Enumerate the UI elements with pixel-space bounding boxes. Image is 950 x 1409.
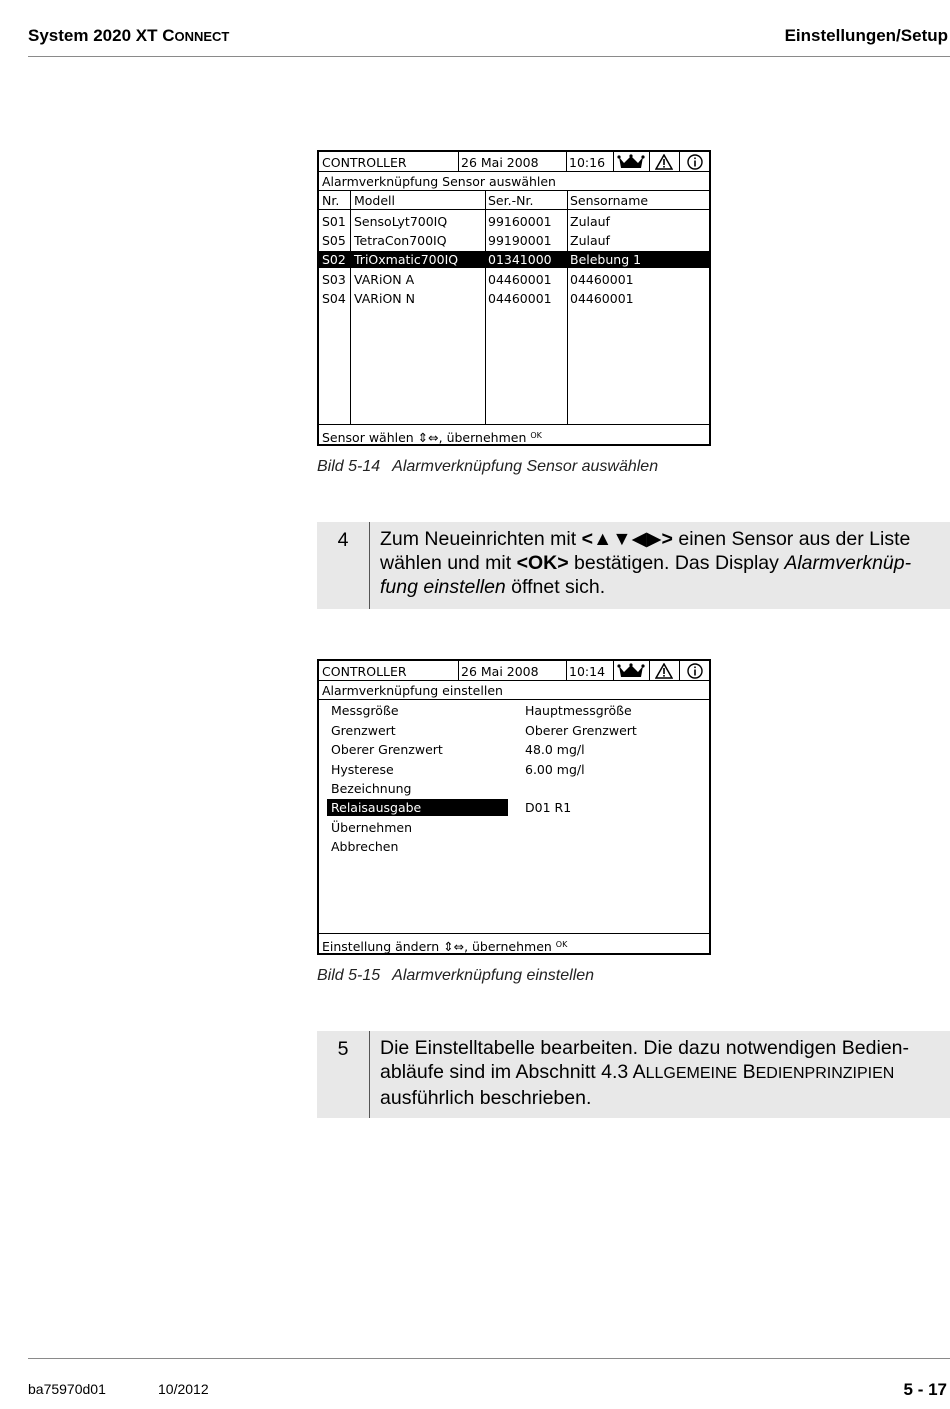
info-icon [680, 152, 709, 171]
instruction-step-5 [317, 1031, 950, 1118]
apply-menu-item[interactable]: Übernehmen [331, 820, 413, 835]
running-header-section: Einstellungen/Setup [784, 26, 948, 45]
table-row-modell[interactable]: VARiON A [354, 272, 415, 287]
running-header-product: System 2020 XT CONNECT [28, 26, 230, 45]
table-row-sensorname-selected[interactable]: Belebung 1 [570, 252, 642, 267]
info-icon [680, 661, 709, 680]
setting-value: D01 R1 [525, 800, 572, 815]
table-row-nr-selected[interactable]: S02 [322, 252, 346, 267]
status-mode: CONTROLLER [322, 664, 407, 679]
step-text: Zum Neueinrichten mit <▲▼◀▶> einen Sensor aus der Liste wählen und mit <OK> bestätigen. Das Display Alarmverknüp-fung einstellen öffnet sich. [380, 528, 912, 598]
setting-label[interactable]: Bezeichnung [331, 781, 412, 796]
setting-value: 6.00 mg/l [525, 762, 585, 777]
document-date: 10/2012 [158, 1381, 209, 1397]
footer-divider [28, 1358, 950, 1359]
step-text: Die Einstelltabelle bearbeiten. Die dazu notwendigen Bedien-abläufe sind im Abschnitt 4.3 ALLGEMEINE BEDIENPRINZIPIEN ausführlich beschrieben. [380, 1037, 910, 1109]
column-header-modell: Modell [354, 193, 396, 208]
table-row-nr[interactable]: S05 [322, 233, 346, 248]
figure-caption-5-15: Bild 5-15 Alarmverknüpfung einstellen [317, 967, 595, 984]
table-row-serial[interactable]: 99190001 [488, 233, 552, 248]
footer-hint: Einstellung ändern ⇕⇔, übernehmen $^{OK}$ [322, 939, 568, 954]
table-row-modell[interactable]: VARiON N [354, 291, 415, 306]
screen-title: Alarmverknüpfung einstellen [322, 683, 503, 698]
setting-label[interactable]: Messgröße [331, 703, 399, 718]
table-row-modell-selected[interactable]: TriOxmatic700IQ [354, 252, 459, 267]
table-row-nr[interactable]: S01 [322, 214, 346, 229]
crown-icon [615, 661, 647, 680]
status-time: 10:14 [569, 664, 606, 679]
setting-value: Hauptmessgröße [525, 703, 632, 718]
warning-icon [650, 152, 678, 171]
table-row-modell[interactable]: SensoLyt700IQ [354, 214, 448, 229]
table-row-serial[interactable]: 04460001 [488, 291, 552, 306]
ok-key-icon: OK [530, 431, 542, 440]
screen-title: Alarmverknüpfung Sensor auswählen [322, 174, 556, 189]
table-row-sensorname[interactable]: Zulauf [570, 214, 610, 229]
setting-label[interactable]: Grenzwert [331, 723, 396, 738]
status-time: 10:16 [569, 155, 606, 170]
setting-label[interactable]: Hysterese [331, 762, 394, 777]
crown-icon [615, 152, 647, 171]
table-row-nr[interactable]: S04 [322, 291, 346, 306]
step-number: 5 [337, 1038, 349, 1060]
figure-caption-5-14: Bild 5-14 Alarmverknüpfung Sensor auswählen [317, 458, 659, 475]
document-id: ba75970d01 [28, 1381, 106, 1397]
footer-hint: Sensor wählen ⇕⇔, übernehmen $^{OK}$ [322, 430, 542, 445]
table-row-serial-selected[interactable]: 01341000 [488, 252, 552, 267]
table-row-sensorname[interactable]: 04460001 [570, 272, 634, 287]
setting-value: Oberer Grenzwert [525, 723, 637, 738]
column-header-serial: Ser.-Nr. [488, 193, 534, 208]
setting-label[interactable]: Oberer Grenzwert [331, 742, 443, 757]
table-row-sensorname[interactable]: Zulauf [570, 233, 610, 248]
table-row-modell[interactable]: TetraCon700IQ [354, 233, 447, 248]
ok-key-icon: OK [555, 940, 568, 949]
status-mode: CONTROLLER [322, 155, 407, 170]
lcd-screen-sensor-select [317, 150, 711, 446]
column-header-nr: Nr. [322, 193, 340, 208]
lcd-screen-alarm-settings [317, 659, 711, 955]
instruction-step-4 [317, 522, 950, 609]
status-date: 26 Mai 2008 [461, 664, 539, 679]
warning-icon [650, 661, 678, 680]
step-number: 4 [337, 529, 349, 551]
table-row-nr[interactable]: S03 [322, 272, 346, 287]
header-divider [28, 56, 950, 57]
table-row-serial[interactable]: 99160001 [488, 214, 552, 229]
setting-value: 48.0 mg/l [525, 742, 585, 757]
setting-label-selected[interactable]: Relaisausgabe [331, 800, 422, 815]
table-row-sensorname[interactable]: 04460001 [570, 291, 634, 306]
table-row-serial[interactable]: 04460001 [488, 272, 552, 287]
status-date: 26 Mai 2008 [461, 155, 539, 170]
column-header-sensorname: Sensorname [570, 193, 649, 208]
cancel-menu-item[interactable]: Abbrechen [331, 839, 399, 854]
page-number: 5 - 17 [903, 1380, 947, 1399]
